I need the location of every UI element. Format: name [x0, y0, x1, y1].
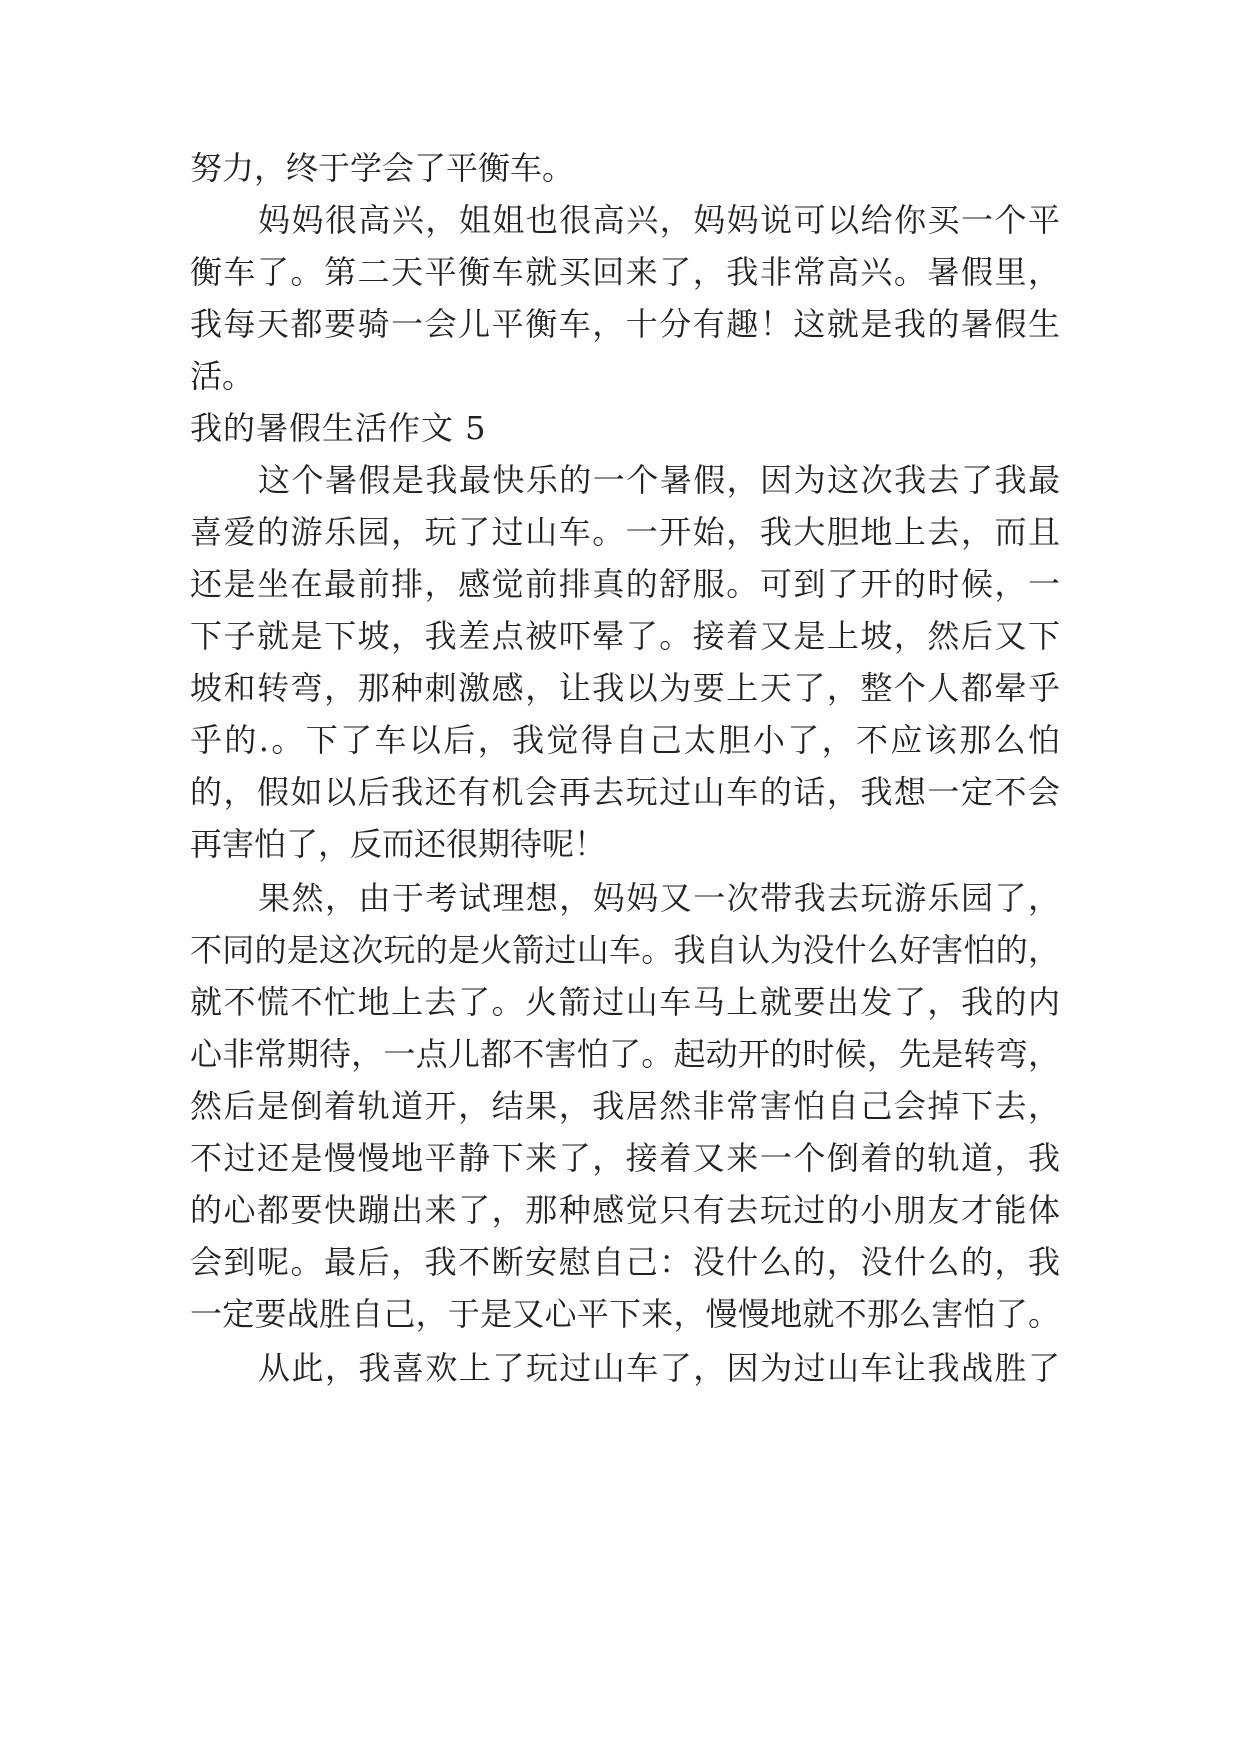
text-line: 活。 [190, 357, 255, 395]
text-line: 不过还是慢慢地平静下来了，接着又来一个倒着的轨道，我 [190, 1139, 1060, 1177]
text-line: 一定要战胜自己，于是又心平下来，慢慢地就不那么害怕了。 [190, 1295, 1060, 1333]
text-line: 心非常期待，一点儿都不害怕了。起动开的时候，先是转弯， [190, 1035, 1060, 1073]
text-line: 这个暑假是我最快乐的一个暑假，因为这次我去了我最 [258, 461, 1060, 499]
text-line: 衡车了。第二天平衡车就买回来了，我非常高兴。暑假里， [190, 253, 1060, 291]
text-line: 就不慌不忙地上去了。火箭过山车马上就要出发了，我的内 [190, 983, 1060, 1021]
text-line: 然后是倒着轨道开，结果，我居然非常害怕自己会掉下去， [190, 1087, 1060, 1125]
text-line: 坡和转弯，那种刺激感，让我以为要上天了，整个人都晕乎 [190, 669, 1060, 707]
text-line: 会到呢。最后，我不断安慰自己：没什么的，没什么的，我 [190, 1243, 1060, 1281]
text-line: 不同的是这次玩的是火箭过山车。我自认为没什么好害怕的， [190, 931, 1060, 969]
text-line: 的，假如以后我还有机会再去玩过山车的话，我想一定不会 [190, 773, 1060, 811]
section-title: 我的暑假生活作文 5 [190, 409, 487, 447]
text-line: 努力，终于学会了平衡车。 [190, 149, 575, 187]
text-line: 从此，我喜欢上了玩过山车了，因为过山车让我战胜了 [258, 1349, 1060, 1387]
text-line: 还是坐在最前排，感觉前排真的舒服。可到了开的时候，一 [190, 565, 1060, 603]
text-line: 下子就是下坡，我差点被吓晕了。接着又是上坡，然后又下 [190, 617, 1060, 655]
text-line: 我每天都要骑一会儿平衡车，十分有趣！这就是我的暑假生 [190, 305, 1060, 343]
text-line: 喜爱的游乐园，玩了过山车。一开始，我大胆地上去，而且 [190, 513, 1060, 551]
text-line: 乎的.。下了车以后，我觉得自己太胆小了，不应该那么怕 [190, 721, 1060, 759]
text-line: 再害怕了，反而还很期待呢！ [190, 825, 607, 863]
text-line: 的心都要快蹦出来了，那种感觉只有去玩过的小朋友才能体 [190, 1191, 1060, 1229]
text-line: 妈妈很高兴，姐姐也很高兴，妈妈说可以给你买一个平 [258, 201, 1060, 239]
text-line: 果然，由于考试理想，妈妈又一次带我去玩游乐园了， [258, 879, 1060, 917]
